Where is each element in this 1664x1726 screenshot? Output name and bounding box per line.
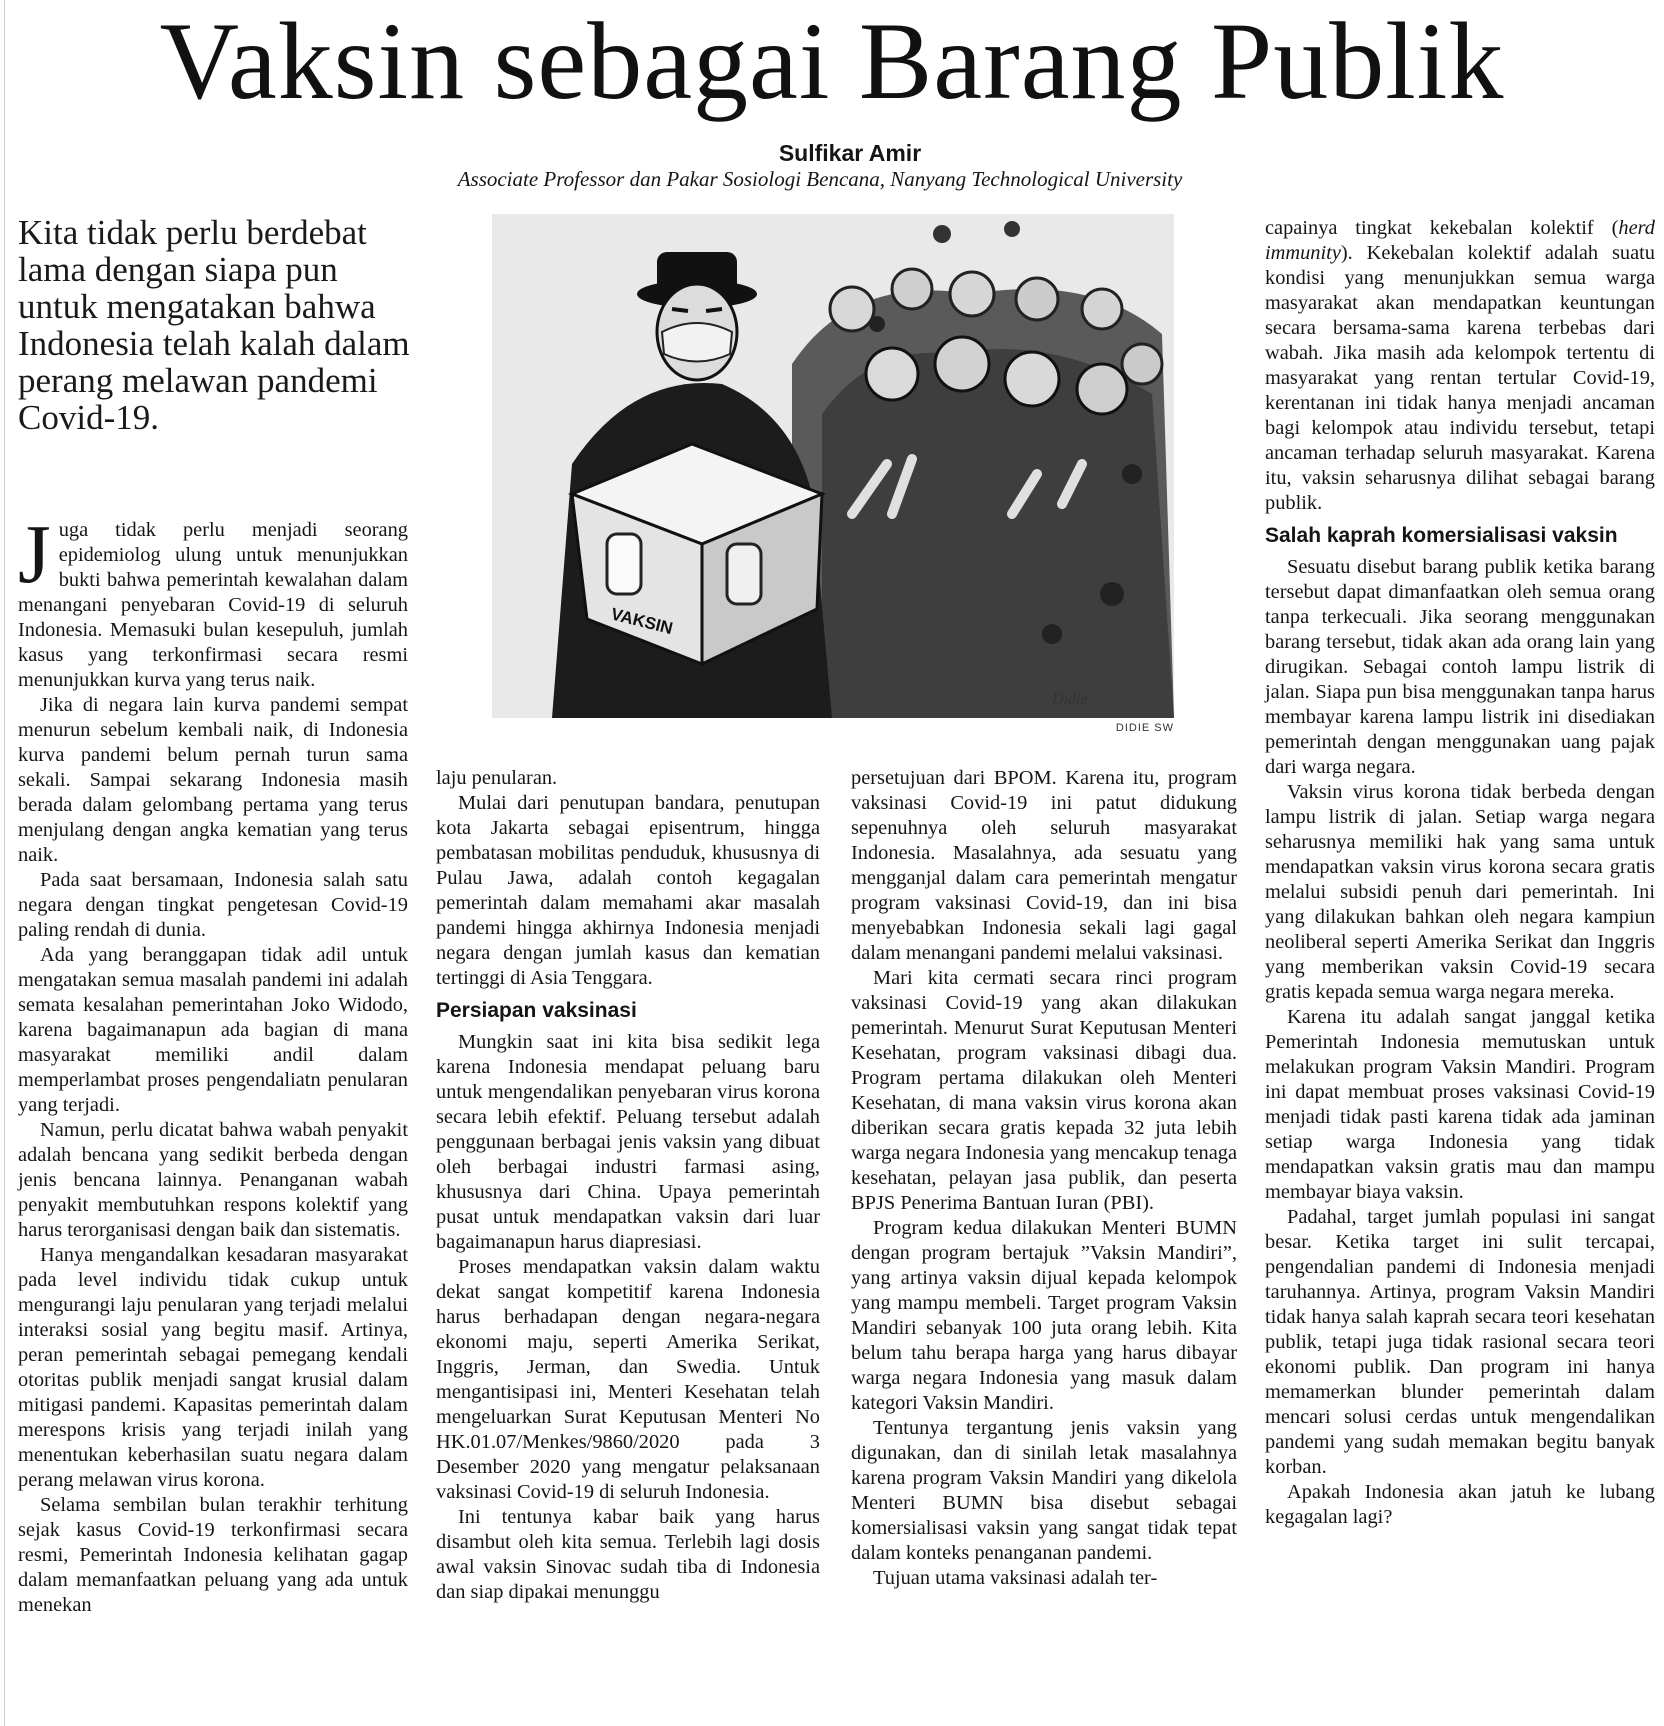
illustration-credit: DIDIE SW (1115, 722, 1174, 734)
paragraph: Mulai dari penutupan bandara, penutupan kota Jakarta sebagai episentrum, hingga pembatasan mobilitas penduduk, khususnya di Pulau Jawa, adalah contoh kegagalan pemerintah dalam memahami akar masalah pandemi hingga akhirnya Indonesia menjadi negara dengan jumlah kasus dan kematian tertinggi di Asia Tenggara. (436, 792, 820, 989)
crowd (792, 221, 1174, 718)
paragraph (1265, 216, 1655, 516)
article-column-3 (851, 766, 1237, 1591)
paragraph: Jika di negara lain kurva pandemi sempat menurun sebelum kembali naik, di Indonesia kurva pandemi belum pernah turun sama sekali. Sampai sekarang Indonesia masih berada dalam gelombang pertama yang terus menjulang dengan angka kematian yang terus naik. (18, 694, 408, 866)
paragraph: Tentunya tergantung jenis vaksin yang digunakan, dan di sinilah letak masalahnya karena program Vaksin Mandiri yang dikelola Menteri BUMN bisa disebut sebagai komersialisasi vaksin yang sangat tidak tepat dalam konteks penanganan pandemi. (851, 1417, 1237, 1564)
paragraph: Vaksin virus korona tidak berbeda dengan lampu listrik di jalan. Setiap warga negara seharusnya memiliki hak yang sama untuk mendapatkan vaksin virus korona secara gratis melalui subsidi penuh dari pemerintah. Ini yang dilakukan bahkan oleh negara kampiun neoliberal seperti Amerika Serikat dan Inggris yang memberikan vaksin Covid-19 secara gratis kepada semua warga negara mereka. (1265, 781, 1655, 1003)
paragraph: Ini tentunya kabar baik yang harus disambut oleh kita semua. Terlebih lagi dosis awal vaksin Sinovac sudah tiba di Indonesia dan siap dipakai menunggu (436, 1506, 820, 1603)
illustration-drawing (492, 214, 1174, 718)
paragraph (18, 508, 408, 693)
paragraph: Karena itu adalah sangat janggal ketika Pemerintah Indonesia memutuskan untuk melakukan program Vaksin Mandiri. Program ini dapat membuat proses vaksinasi Covid-19 menjadi tidak pasti karena tidak ada jaminan setiap warga Indonesia yang tidak mendapatkan vaksin gratis mau dan mampu membayar biaya vaksin. (1265, 1006, 1655, 1203)
paragraph: Tujuan utama vaksinasi adalah ter- (873, 1567, 1158, 1589)
subheading-persiapan-vaksinasi: Persiapan vaksinasi (436, 999, 637, 1022)
paragraph: Selama sembilan bulan terakhir terhitung sejak kasus Covid-19 terkonfirmasi secara resmi, Pemerintah Indonesia kelihatan gagap dalam memanfaatkan peluang yang ada untuk menekan (18, 1494, 408, 1616)
paragraph: Proses mendapatkan vaksin dalam waktu dekat sangat kompetitif karena Indonesia harus berhadapan dengan negara-negara ekonomi maju, seperti Amerika Serikat, Inggris, Jerman, dan Swedia. Untuk mengantisipasi ini, Menteri Kesehatan telah mengeluarkan Surat Keputusan Menteri No HK.01.07/Menkes/9860/2020 pada 3 Desember 2020 yang mengatur pelaksanaan vaksinasi Covid-19 di seluruh Indonesia. (436, 1256, 820, 1503)
paragraph: Ada yang beranggapan tidak adil untuk mengatakan semua masalah pandemi ini adalah semata kesalahan pemerintahan Joko Widodo, karena bagaimanapun ada bagian di mana masyarakat memiliki andil dalam memperlambat proses pengendaliatn penularan yang terjadi. (18, 944, 408, 1116)
paragraph-text: uga tidak perlu menjadi seorang epidemiolog ulung untuk menunjukkan bukti bahwa pemerintah kewalahan dalam menangani penyebaran Covid-19 di seluruh Indonesia. Memasuki bulan kesepuluh, jumlah kasus yang terkonfirmasi secara resmi menunjukkan kurva yang terus naik. (18, 519, 408, 691)
paragraph: persetujuan dari BPOM. Karena itu, program vaksinasi Covid-19 ini patut didukung sepenuhnya oleh seluruh masyarakat Indonesia. Masalahnya, ada sesuatu yang mengganjal dalam cara pemerintah mengatur program vaksinasi Covid-19, dan ini bisa menyebabkan Indonesia sekali lagi gagal dalam menangani pandemi melalui vaksinasi. (851, 767, 1237, 964)
vaccine-box-label: VAKSIN (609, 604, 675, 639)
editorial-illustration (492, 214, 1174, 718)
italic-term: herd immunity (1265, 217, 1655, 264)
paragraph: Mari kita cermati secara rinci program vaksinasi Covid-19 yang akan dilakukan pemerintah. Menurut Surat Keputusan Menteri Kesehatan, program vaksinasi dibagi dua. Program pertama dilakukan oleh Menteri Kesehatan, di mana vaksin virus korona akan diberikan secara gratis kepada 32 juta lebih warga negara Indonesia yang mencakup tenaga kesehatan, pelayan jasa publik, dan peserta BPJS Penerima Bantuan Iuran (PBI). (851, 967, 1237, 1214)
paragraph: Hanya mengandalkan kesadaran masyarakat pada level individu tidak cukup untuk mengurangi laju penularan yang terjadi melalui interaksi sosial yang begitu masif. Artinya, peran pemerintah sebagai pemegang kendali otoritas publik menjadi sangat krusial dalam mitigasi pandemi. Kapasitas pemerintah dalam merespons krisis yang terjadi inilah yang menentukan keberhasilan suatu negara dalam perang melawan virus korona. (18, 1244, 408, 1491)
page-edge-rule (4, 0, 5, 1726)
paragraph: Sesuatu disebut barang publik ketika barang tersebut dapat dimanfaatkan oleh semua orang tanpa terkecuali. Jika seorang menggunakan barang tersebut, tidak akan ada orang lain yang dirugikan. Sebagai contoh lampu listrik di jalan. Siapa pun bisa menggunakan tanpa harus membayar karena lampu listrik ini disediakan pemerintah dengan menggunakan uang pajak dari warga negara. (1265, 556, 1655, 778)
paragraph: Namun, perlu dicatat bahwa wabah penyakit adalah bencana yang sedikit berbeda dengan jenis bencana lainnya. Penanganan wabah penyakit membutuhkan respons kolektif yang harus terorganisasi dengan baik dan sistematis. (18, 1119, 408, 1241)
paragraph: Mungkin saat ini kita bisa sedikit lega karena Indonesia mendapat peluang baru untuk mengendalikan penyebaran virus korona secara lebih efektif. Peluang tersebut adalah penggunaan berbagai jenis vaksin yang dibuat oleh berbagai industri farmasi asing, khususnya dari China. Upaya pemerintah pusat untuk mendapatkan vaksin dari luar bagaimanapun harus diapresiasi. (436, 1031, 820, 1253)
drop-cap: J (18, 508, 51, 601)
paragraph: Program kedua dilakukan Menteri BUMN dengan program bertajuk ”Vaksin Mandiri”, yang artinya vaksin dijual kepada kelompok yang mampu membeli. Target program Vaksin Mandiri sebanyak 100 juta orang lebih. Kita belum tahu berapa harga yang harus dibayar warga negara Indonesia yang masuk dalam kategori Vaksin Mandiri. (851, 1217, 1237, 1414)
subheading-salah-kaprah: Salah kaprah komersialisasi vaksin (1265, 524, 1618, 547)
paragraph-text: capainya tingkat kekebalan kolektif ( (1265, 217, 1619, 239)
paragraph-text: ). Kekebalan kolektif adalah suatu kondisi yang menunjukkan semua warga masyarakat akan mendapatkan keuntungan secara bersama-sama karena terbebas dari wabah. Jika masih ada kelompok tertentu di masyarakat yang rentan tertular Covid-19, kerentanan ini tidak hanya menjadi ancaman bagi kelompok atau individu tersebut, tetapi ancaman terhadap seluruh masyarakat. Karena itu, vaksin seharusnya dilihat sebagai barang publik. (1265, 242, 1655, 514)
paragraph: Apakah Indonesia akan jatuh ke lubang kegagalan lagi? (1265, 1481, 1655, 1528)
paragraph: laju penularan. (436, 767, 558, 789)
paragraph: Padahal, target jumlah populasi ini sangat besar. Ketika target ini sulit tercapai, pengendalian pandemi di Indonesia menjadi taruhannya. Artinya, program Vaksin Mandiri tidak hanya salah kaprah secara teori kesehatan publik, tetapi juga tidak rasional secara teori ekonomi publik. Dan program ini hanya memamerkan blunder pemerintah dalam mencari solusi cerdas untuk mengendalikan pandemi yang sudah memakan begitu banyak korban. (1265, 1206, 1655, 1478)
artist-signature: Didie (1052, 691, 1088, 708)
paragraph: Pada saat bersamaan, Indonesia salah satu negara dengan tingkat pengetesan Covid-19 paling rendah di dunia. (18, 869, 408, 941)
author-name: Sulfikar Amir (778, 140, 922, 166)
lede-quote: Kita tidak perlu berdebat lama dengan siapa pun untuk mengatakan bahwa Indonesia telah kalah dalam perang melawan pandemi Covid-19. (18, 213, 410, 437)
author-affiliation: Associate Professor dan Pakar Sosiologi Bencana, Nanyang Technological University (457, 167, 1183, 191)
article-column-2 (436, 766, 820, 1605)
article-column-1 (18, 508, 408, 1618)
article-column-4 (1265, 216, 1655, 1530)
headline: Vaksin sebagai Barang Publik (159, 0, 1505, 122)
